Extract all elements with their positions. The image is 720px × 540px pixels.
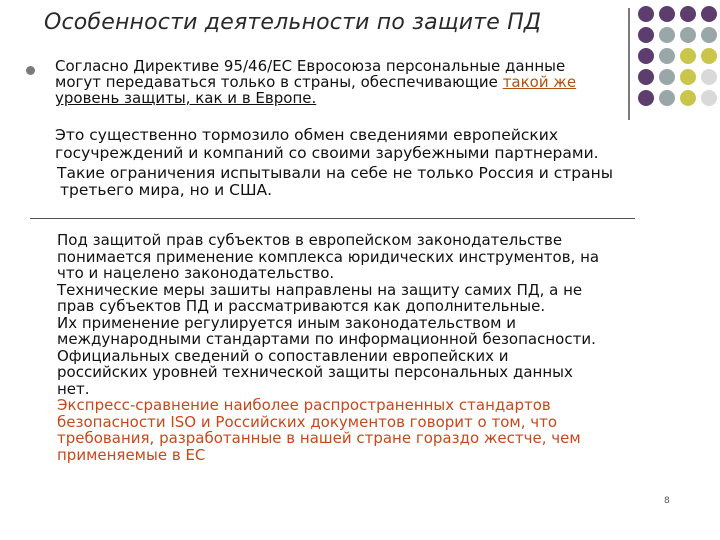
text-line: Их применение регулируется иным законодательством и [57, 313, 516, 332]
decorative-dot [680, 6, 696, 22]
text-line: уровень защиты, как и в Европе. [55, 89, 317, 107]
decorative-dot [680, 69, 696, 85]
text-line: российских уровней технической защиты персональных данных [57, 363, 573, 381]
text-line: нет. [57, 379, 90, 398]
decorative-dot [638, 69, 654, 85]
decorative-dot [659, 69, 675, 85]
text-line: третьего мира, но и США. [60, 181, 273, 199]
text-line: Под защитой прав субъектов в европейском законодательстве [57, 231, 563, 249]
decorative-dot [701, 6, 717, 22]
paragraph-restrictions [57, 165, 613, 199]
decorative-dot [680, 27, 696, 43]
divider [30, 218, 635, 219]
decorative-dot [659, 6, 675, 22]
decorative-dot [638, 48, 654, 64]
bullet-icon [26, 66, 35, 75]
text-line: госучреждений и компаний со своими зарубежными партнерами. [55, 144, 599, 162]
decorative-dot [701, 69, 717, 85]
decorative-dot [680, 48, 696, 64]
decorative-dot [680, 90, 696, 106]
text-line: понимается применение комплекса юридических инструментов, на [57, 247, 600, 266]
decorative-dot-grid [638, 6, 717, 106]
text-line: что и нацелено законодательство. [57, 264, 335, 282]
highlighted-text: такой же [502, 73, 577, 91]
text-line [55, 74, 576, 90]
decorative-dot [701, 90, 717, 106]
page-title: Особенности деятельности по защите ПД [44, 10, 542, 35]
decorative-dot [659, 27, 675, 43]
decorative-dot [638, 6, 654, 22]
decorative-dot [659, 48, 675, 64]
text-line: Согласно Директиве 95/46/ЕС Евросоюза персональные данные [55, 57, 566, 75]
text-line-highlight: применяемые в ЕС [57, 445, 206, 464]
decorative-dot [638, 27, 654, 43]
decorative-dot [701, 48, 717, 64]
text-line: Такие ограничения испытывали на себе не только Россия и страны [57, 164, 613, 182]
page-number: 8 [664, 496, 670, 506]
text-line: Официальных сведений о сопоставлении европейских и [57, 346, 509, 365]
text-line: Технические меры зашиты направлены на защиту самих ПД, а не [57, 280, 583, 299]
text-line-highlight: безопасности ISO и Российских документов говорит о том, что [57, 412, 558, 431]
text-line-highlight: Экспресс-сравнение наиболее распространенных стандартов [57, 396, 551, 414]
text-span: могут передаваться только в страны, обеспечивающие [55, 73, 503, 91]
text-line-highlight: требования, разработанные в нашей стране гораздо жестче, чем [57, 429, 581, 447]
paragraph-obstacle [55, 126, 599, 162]
text-line: международными стандартами по информационной безопасности. [57, 330, 596, 348]
decorative-dot [638, 90, 654, 106]
decorative-dot [659, 90, 675, 106]
text-line: Это существенно тормозило обмен сведениями европейских [55, 126, 559, 144]
decorative-dot [701, 27, 717, 43]
paragraph-european-law [57, 232, 599, 463]
text-line: прав субъектов ПД и рассматриваются как дополнительные. [57, 297, 546, 315]
decorative-vertical-line [628, 8, 630, 120]
paragraph-directive [55, 58, 576, 106]
